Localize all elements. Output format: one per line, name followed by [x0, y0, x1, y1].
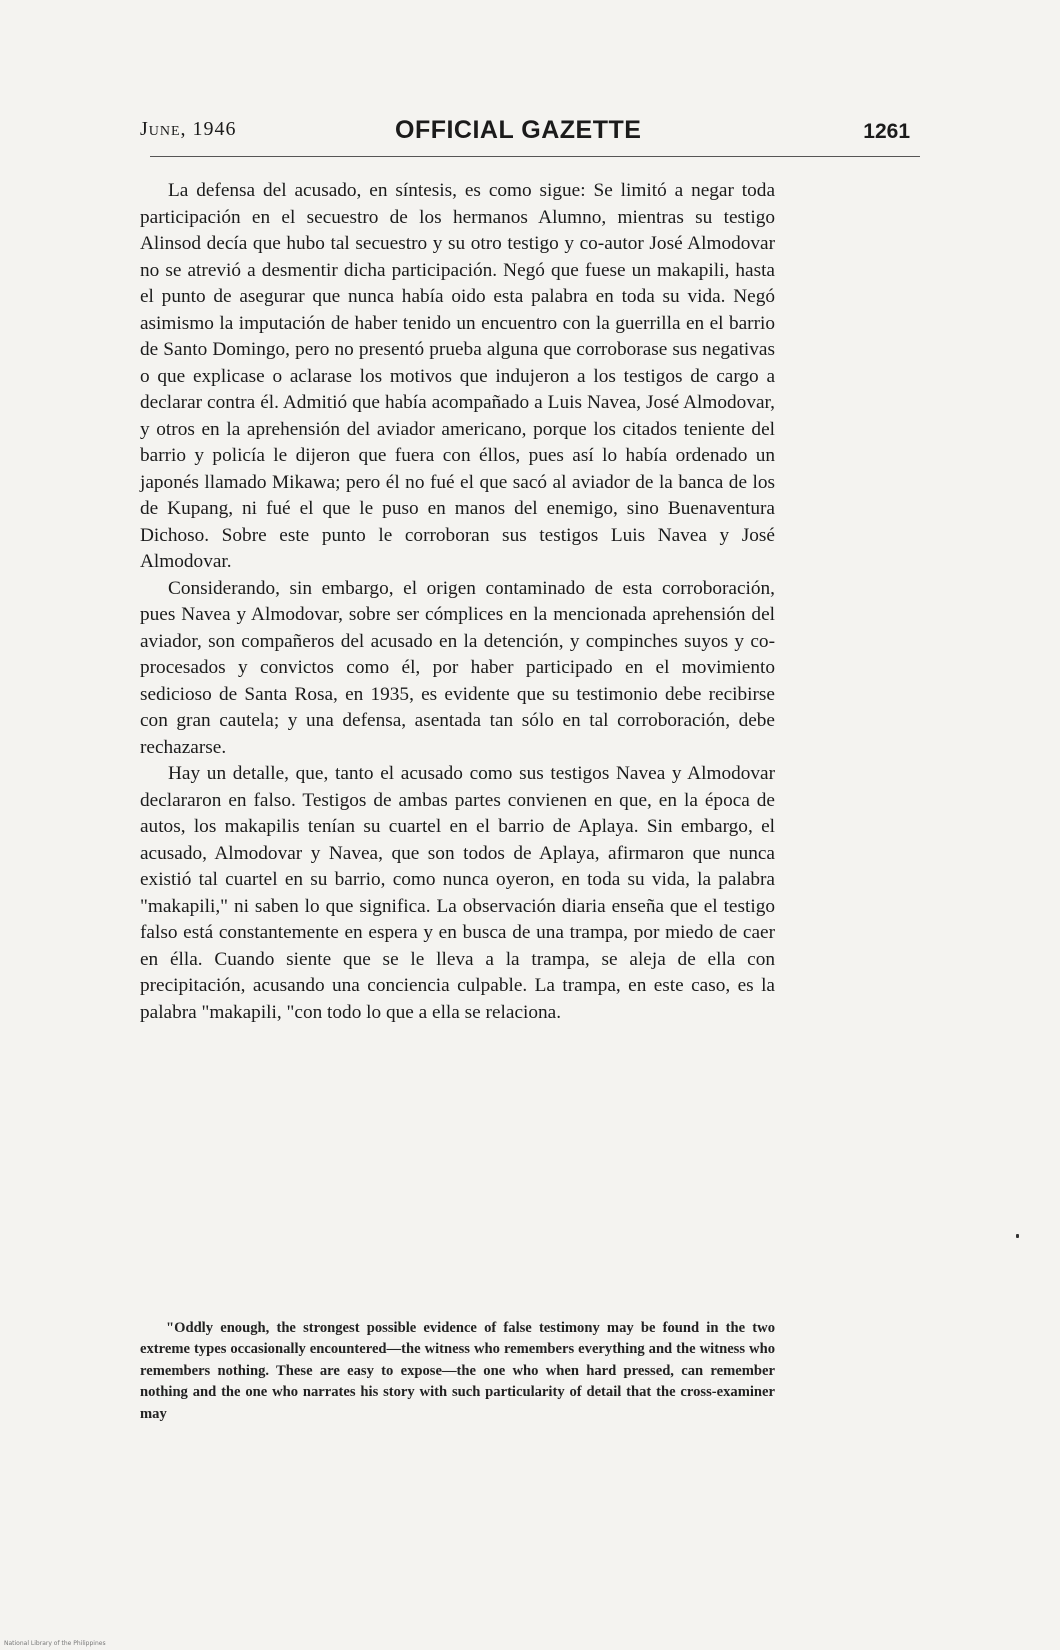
paragraph-defense: La defensa del acusado, en síntesis, es como sigue: Se limitó a negar toda participación en el secuestro de los hermanos Alumno, mientras su testigo Alinsod decía que hubo tal secuestro y su otro testigo y co-autor José Almodovar no se atrevió a desmentir dicha participación. Negó que fuese un makapili, hasta el punto de asegurar que nunca había oido esta palabra en toda su vida. Negó asimismo la imputación de haber tenido un encuentro con la guerrilla en el barrio de Santo Domingo, pero no presentó prueba alguna que corroborase sus negativas o que explicase o aclarase los motivos que indujeron a los testigos de cargo a declarar contra él. Admitió que había acompañado a Luis Navea, José Almodovar, y otros en la aprehensión del aviador americano, porque los citados teniente del barrio y policía le dijeron que fuera con éllos, pues así lo había ordenado un japonés llamado Mikawa; pero él no fué el que sacó al aviador de la banca de los de Kupang, ni fué el que le puso en manos del enemigo, sino Buenaventura Dichoso. Sobre este punto le corroboran sus testigos Luis Navea y José Almodovar.: [140, 180, 775, 572]
body-text: [140, 178, 775, 1026]
footnote: "Oddly enough, the strongest possible evidence of false testimony may be found in the two extreme types occasionally encountered—the witness who remembers everything and the witness who remembers nothing. These are easy to expose—the one who when hard pressed, can remember nothing and the one who narrates his story with such particularity of detail that the cross-examiner may: [140, 1320, 775, 1422]
header-rule: [150, 156, 920, 157]
page-number: 1261: [863, 120, 910, 143]
paragraph-considerando: Considerando, sin embargo, el origen contaminado de esta corroboración, pues Navea y Almodovar, sobre ser cómplices en la mencionada aprehensión del aviador, son compañeros del acusado en la detención, y compinches suyos y co-procesados y convictos como él, por haber participado en el movimiento sedicioso de Santa Rosa, en 1935, es evidente que su testimonio debe recibirse con gran cautela; y una defensa, asentada tan sólo en tal corroboración, debe rechazarse.: [140, 577, 775, 758]
scan-credit: National Library of the Philippines: [4, 1640, 106, 1647]
publication-title: OFFICIAL GAZETTE: [395, 116, 642, 144]
scan-speck: [1016, 1234, 1019, 1238]
paragraph-detalle: Hay un detalle, que, tanto el acusado como sus testigos Navea y Almodovar declararon en falso. Testigos de ambas partes convienen en que, en la época de autos, los makapilis tenían su cuartel en el barrio de Aplaya. Sin embargo, el acusado, Almodovar y Navea, que son todos de Aplaya, afirmaron que nunca existió tal cuartel en su barrio, como nunca oyeron, en toda su vida, la palabra "makapili," ni saben lo que significa. La observación diaria enseña que el testigo falso está constantemente en espera y en busca de una trampa, por miedo de caer en élla. Cuando siente que se le lleva a la trampa, se aleja de ella con precipitación, acusando una conciencia culpable. La trampa, en este caso, es la palabra "makapili, "con todo lo que a ella se relaciona.: [140, 763, 775, 1023]
header-date: June, 1946: [140, 118, 237, 140]
page-header: [140, 112, 910, 156]
